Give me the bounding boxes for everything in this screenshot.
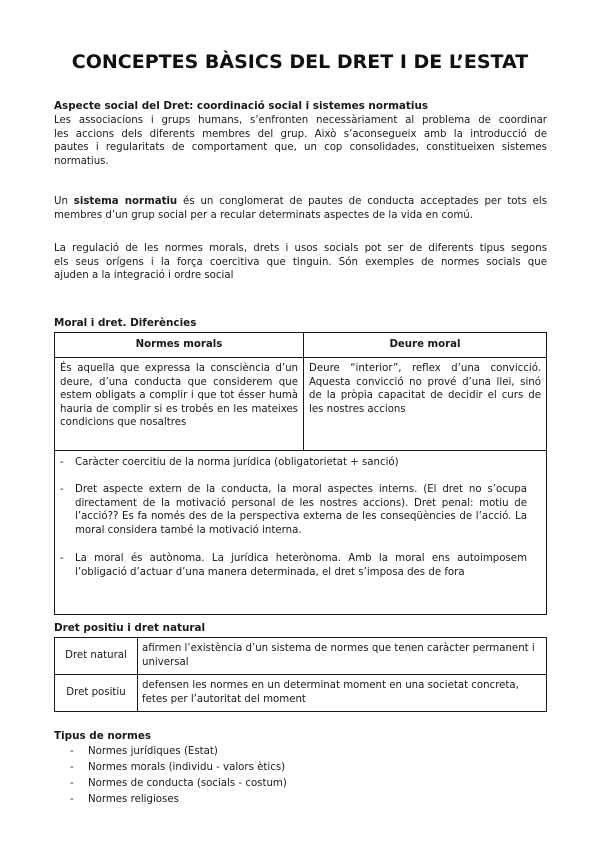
text-dret-natural: afirmen l’existència d’un sistema de normes que tenen caràcter permanent i universal <box>138 638 547 675</box>
text-span: és un conglomerat de pautes de conducta acceptades per tots els <box>177 196 548 207</box>
paragraph-line <box>54 195 547 209</box>
bullet-text: Caràcter coercitiu de la norma jurídica (obligatorietat + sanció) <box>75 457 399 468</box>
text-span: Un <box>54 196 74 207</box>
list-item <box>60 552 527 579</box>
list-item: Normes religioses <box>88 794 179 805</box>
bullet-dash: - <box>60 484 64 495</box>
table-row <box>55 638 547 675</box>
paragraph-sistema-normatiu <box>54 195 547 222</box>
moral-table <box>54 332 547 451</box>
text-dret-positiu: defensen les normes en un determinat moment en una societat concreta, fetes per l’autoritat del moment <box>138 675 547 712</box>
table-row <box>55 675 547 712</box>
list-item: Normes jurídiques (Estat) <box>88 746 218 757</box>
deure-moral-text: Deure “interior”, reflex d’una convicció. Aquesta convicció no prové d’una llei, sinó de la pròpia capacitat de decidir el curs de les nostres accions <box>309 363 541 415</box>
col-header-normes-morals: Normes morals <box>55 333 304 358</box>
list-item <box>60 456 527 470</box>
bullet-dash: - <box>70 778 74 789</box>
paragraph-line: pautes i regularitats de comportament que, un cop consolidades, constitueixen sistemes <box>54 142 547 154</box>
list-item <box>60 483 527 537</box>
differences-box <box>54 448 547 615</box>
section-heading-dret-positiu: Dret positiu i dret natural <box>54 622 206 634</box>
table-row <box>55 358 547 451</box>
bullet-dash: - <box>60 553 64 564</box>
paragraph-line: ajuden a la integració i ordre social <box>54 270 234 282</box>
bullet-text: Dret aspecte extern de la conducta, la moral aspectes interns. (El dret no s’ocupa directament de la motivació personal de les nostres accions). Dret penal: motiu de l’acció?? Es fa només des de la perspectiva externa de les conseqüències de l’acció. La moral considera també la motivació interna. <box>75 484 527 536</box>
section-heading-social: Aspecte social del Dret: coordinació social i sistemes normatius <box>54 100 429 112</box>
bullet-dash: - <box>60 457 64 468</box>
paragraph-line: les accions dels diferents membres del grup. Això s’aconsegueix amb la introducció de <box>54 128 547 140</box>
table-header-row <box>55 333 547 358</box>
table-cell <box>55 358 304 451</box>
list-item: Normes morals (individu - valors ètics) <box>88 762 286 773</box>
paragraph-line: els seus orígens i la força coercitiva que tinguin. Són exemples de normes socials que <box>54 256 547 268</box>
paragraph-line: membres d’un grup social per a recular determinats aspectes de la vida en comú. <box>54 209 473 221</box>
bullet-text: La moral és autònoma. La jurídica heterònoma. Amb la moral ens autoimposem l’obligació d’actuar d’una manera determinada, el dret s’imposa des de fora <box>75 553 527 578</box>
page-title: CONCEPTES BÀSICS DEL DRET I DE L’ESTAT <box>71 51 529 73</box>
term-sistema-normatiu: sistema normatiu <box>73 196 178 207</box>
list-item: Normes de conducta (socials - costum) <box>88 778 287 789</box>
label-dret-natural: Dret natural <box>55 638 138 675</box>
table-cell <box>304 358 547 451</box>
paragraph-coordination <box>54 114 547 168</box>
normes-morals-text: És aquella que expressa la consciència d’un deure, d’una conducta que considerem que estem obligats a complir i que tot ésser humà hauria de complir si es trobés en les mateixes condicions que nosaltres <box>60 363 298 429</box>
paragraph-line: La regulació de les normes morals, drets i usos socials pot ser de diferents tipus segons <box>54 243 547 254</box>
section-heading-tipus-normes: Tipus de normes <box>54 730 152 742</box>
label-dret-positiu: Dret positiu <box>55 675 138 712</box>
dret-table <box>54 637 547 712</box>
paragraph-line: normatius. <box>54 155 109 167</box>
paragraph-regulacio <box>54 242 547 283</box>
bullet-dash: - <box>70 762 74 773</box>
bullet-dash: - <box>70 794 74 805</box>
bullet-dash: - <box>70 746 74 757</box>
paragraph-line: Les associacions i grups humans, s’enfronten necessàriament al problema de coordinar <box>54 115 547 126</box>
col-header-deure-moral: Deure moral <box>304 333 547 358</box>
section-heading-moral-dret: Moral i dret. Diferències <box>54 317 197 329</box>
